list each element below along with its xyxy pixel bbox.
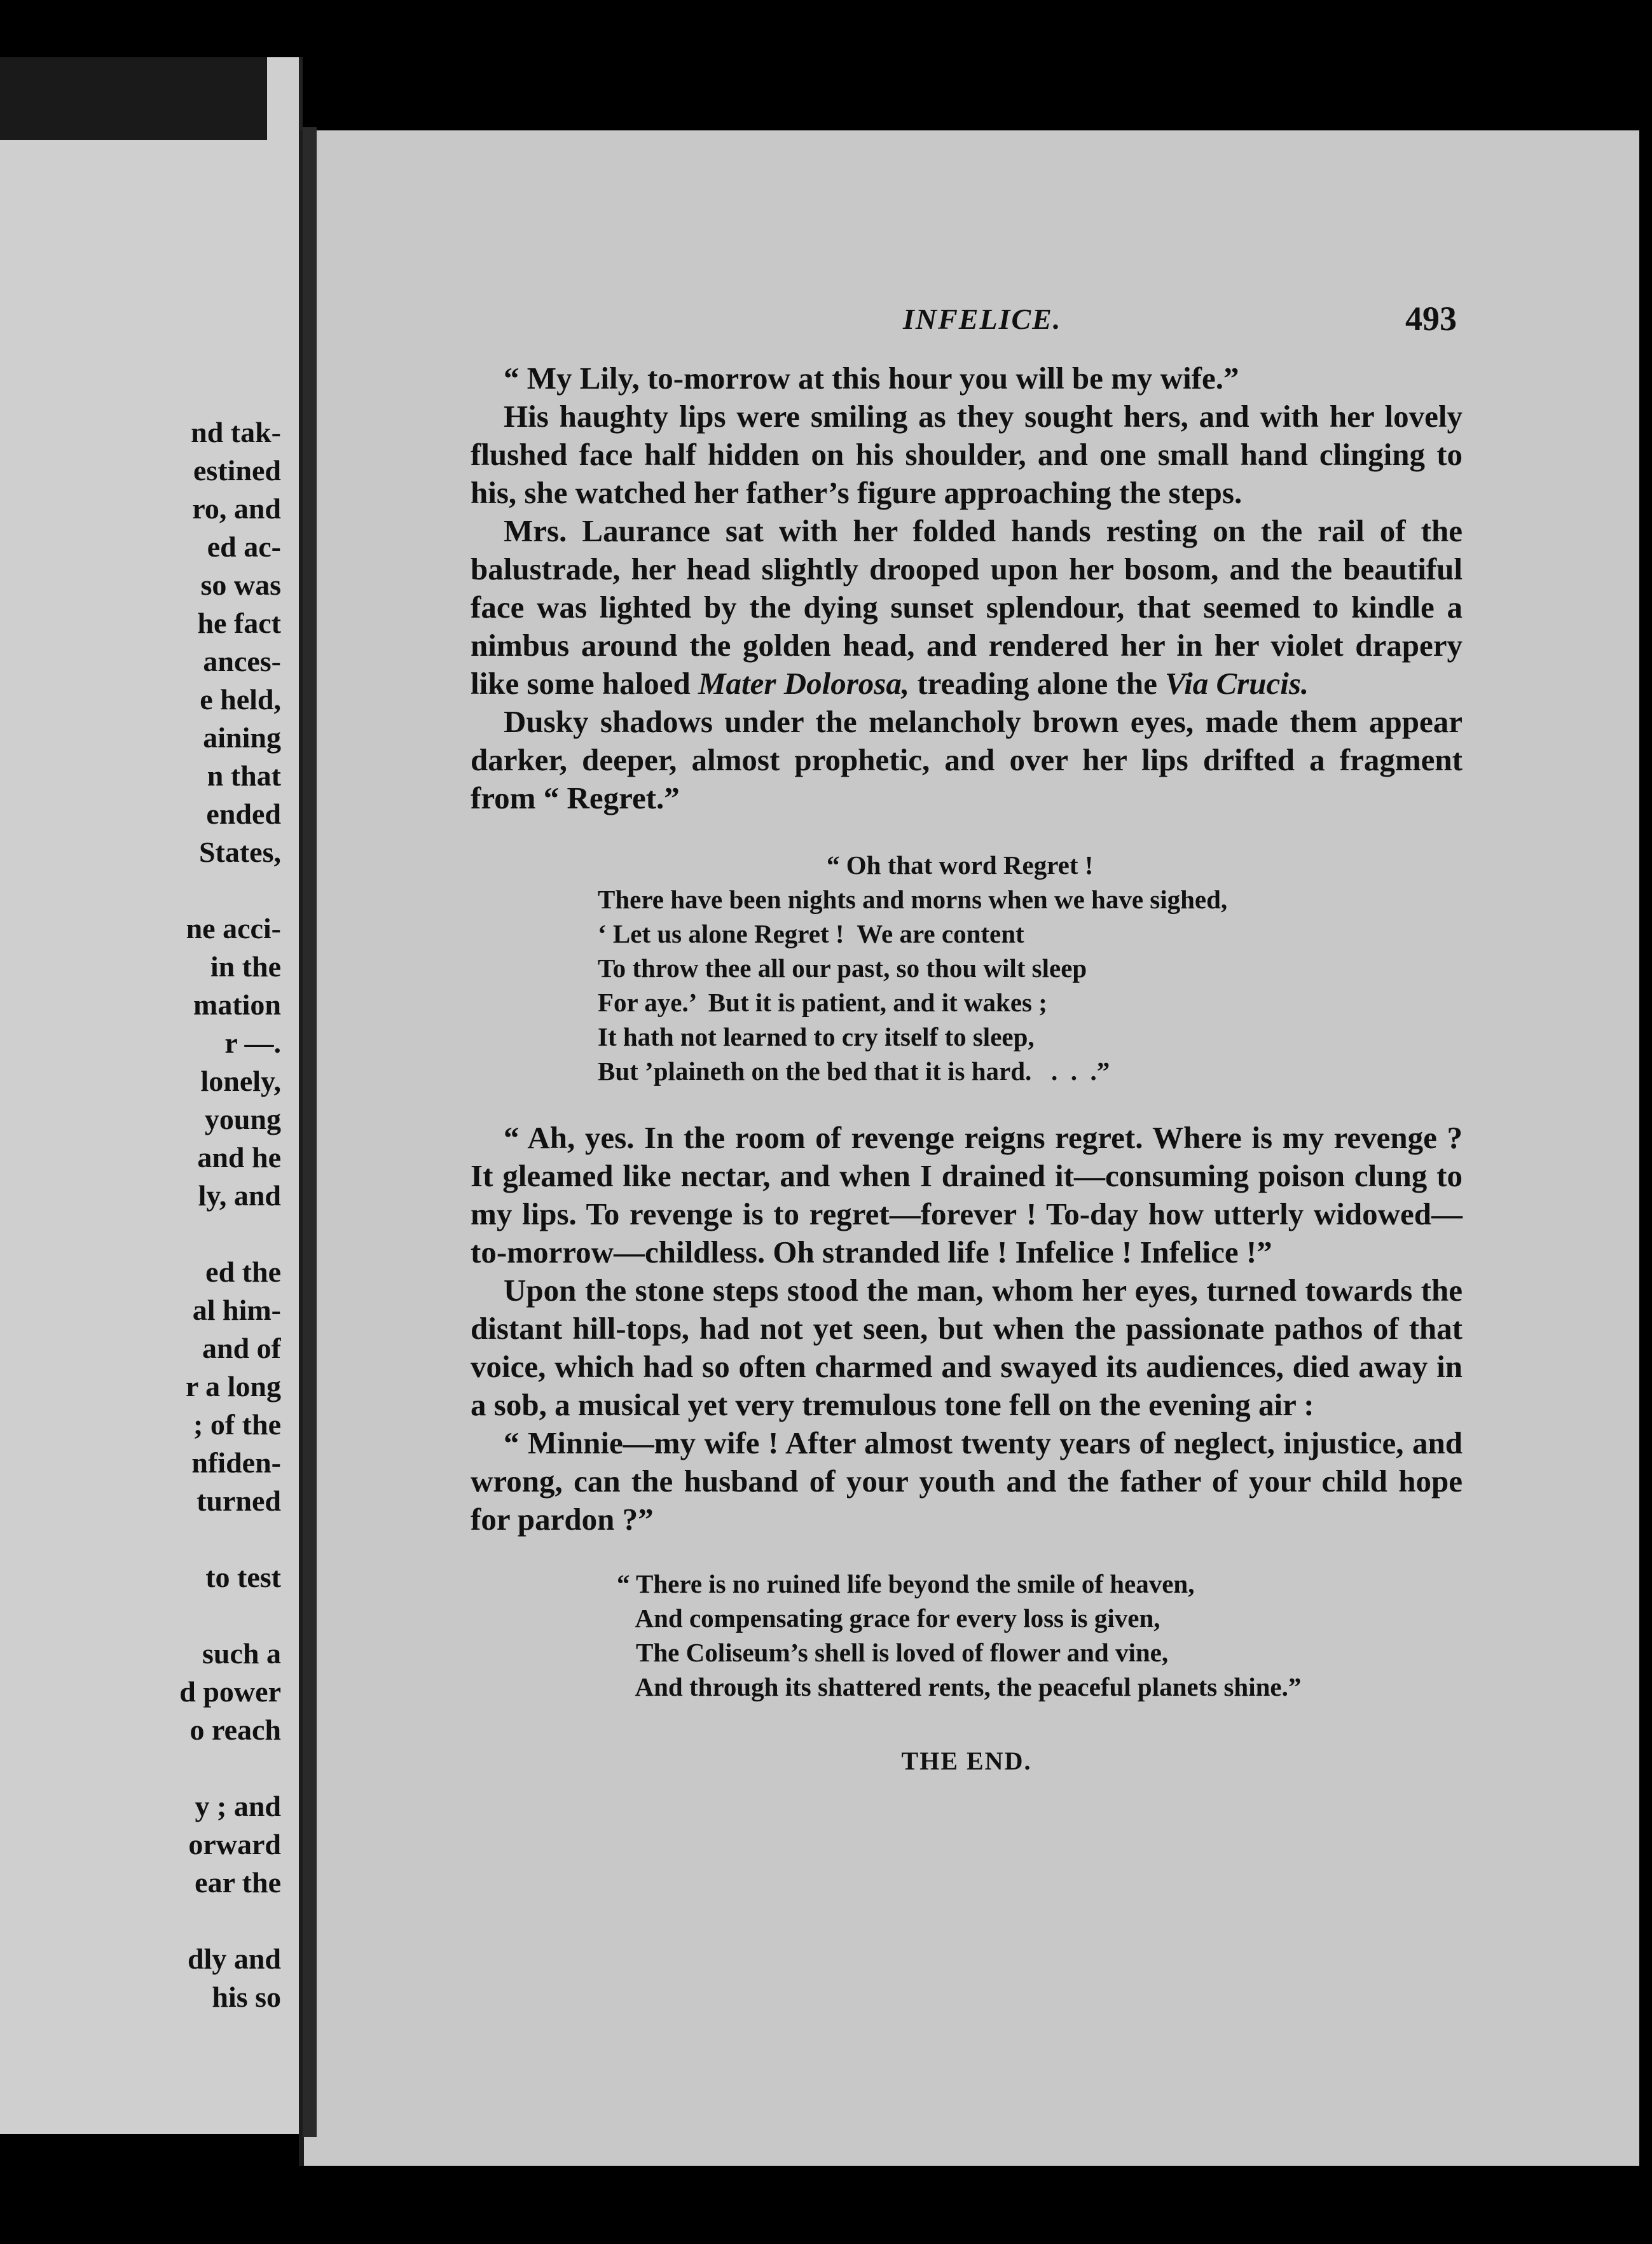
left-page-line: mation — [193, 988, 281, 1021]
left-page-line: y ; and — [195, 1790, 281, 1822]
book-gutter — [303, 127, 317, 2137]
paragraph: “ Ah, yes. In the room of revenge reigns regret. Where is my revenge ? It gleamed like nectar, and when I drained it—consuming poison clung to my lips. To revenge is to regret—forever ! To-day how utterly widowed—to-morrow—childless. Oh stranded life ! Infelice ! Infelice !” — [471, 1120, 1463, 1270]
verse-line: “ Oh that word Regret ! — [827, 850, 1094, 880]
left-page-line: ; of the — [193, 1408, 281, 1441]
page-number: 493 — [1405, 300, 1457, 338]
paragraph: Dusky shadows under the melancholy brown eyes, made them appear darker, deeper, almost prophetic, and over her lips drifted a fragment from “ Regret.” — [471, 704, 1463, 815]
left-page-line: he fact — [197, 607, 281, 639]
left-page-line: dly and — [187, 1943, 281, 1975]
paragraph: “ My Lily, to-morrow at this hour you will be my wife.” — [504, 361, 1239, 396]
left-page-line: n that — [207, 759, 281, 792]
left-page-line — [1, 1902, 281, 1940]
left-page-line: ly, and — [198, 1179, 281, 1212]
left-page-line: and he — [197, 1141, 281, 1174]
left-page-line: so was — [200, 569, 281, 601]
left-page-line: ro, and — [192, 492, 281, 525]
the-end: THE END. — [901, 1747, 1032, 1775]
verse-line: There have been nights and morns when we have sighed, — [598, 885, 1228, 914]
left-page-line: and of — [202, 1332, 281, 1364]
left-page-line: ed the — [205, 1256, 281, 1288]
paragraph: “ Minnie—my wife ! After almost twenty years of neglect, injustice, and wrong, can the husband of your youth and the father of your child hope for pardon ?” — [471, 1425, 1463, 1537]
verse-quote — [598, 848, 1463, 1088]
paragraph: Mrs. Laurance sat with her folded hands resting on the rail of the balustrade, her head slightly drooped upon her bosom, and the beautiful face was lighted by the dying sunset splendour, that seemed to kindle a nimbus around the golden head, and rendered her in her violet drapery like some haloed Mater Dolorosa, treading alone the Via Crucis. — [471, 513, 1463, 701]
verse-line: It hath not learned to cry itself to sleep, — [598, 1022, 1035, 1051]
left-page-line: d power — [179, 1675, 281, 1708]
left-page-line: nfiden- — [191, 1446, 281, 1479]
left-page — [0, 57, 303, 2134]
left-page-line — [1, 1520, 281, 1558]
verse-line: The Coliseum’s shell is loved of flower and vine, — [617, 1638, 1169, 1667]
left-page-line: aining — [203, 721, 281, 754]
paragraph: Upon the stone steps stood the man, whom her eyes, turned towards the distant hill-tops, had not yet seen, but when the passionate pathos of that voice, which had so often charmed and swayed its audiences, died away in a sob, a musical yet very tremulous tone fell on the evening air : — [471, 1273, 1463, 1422]
left-page-line: al him- — [192, 1294, 281, 1326]
verse-line: And through its shattered rents, the peaceful planets shine.” — [617, 1672, 1302, 1701]
left-page-line: e held, — [200, 683, 281, 716]
page-body — [471, 359, 1463, 1780]
closing-verse — [617, 1567, 1463, 1704]
verse-line: “ There is no ruined life beyond the smile of heaven, — [617, 1569, 1195, 1598]
left-page-line: ed ac- — [207, 530, 281, 563]
left-page-line: to test — [205, 1561, 281, 1593]
left-page-line: turned — [196, 1485, 281, 1517]
verse-line: And compensating grace for every loss is given, — [617, 1603, 1160, 1633]
left-page-line: young — [204, 1103, 281, 1135]
left-page-line — [1, 1749, 281, 1787]
left-page-line: in the — [210, 950, 281, 983]
left-page-line: ne acci- — [186, 912, 281, 945]
verse-line: But ’plaineth on the bed that it is hard. . . .” — [598, 1056, 1110, 1086]
left-page-line: States, — [198, 836, 281, 868]
verse-line: ‘ Let us alone Regret ! We are content — [598, 919, 1024, 948]
left-page-line: ended — [206, 798, 281, 830]
left-page-line: lonely, — [200, 1065, 281, 1097]
running-title: INFELICE. — [903, 303, 1062, 335]
left-page-line: o reach — [189, 1714, 281, 1746]
left-page-line: estined — [193, 454, 281, 487]
left-page-line: his so — [212, 1981, 281, 2013]
left-page-text — [1, 413, 281, 2016]
left-page-line: such a — [202, 1637, 281, 1670]
verse-line: To throw thee all our past, so thou wilt sleep — [598, 953, 1087, 983]
left-page-line: r a long — [186, 1370, 281, 1402]
left-page-line: ear the — [195, 1866, 281, 1899]
left-page-line: ances- — [203, 645, 281, 677]
verse-line: For aye.’ But it is patient, and it wakes ; — [598, 988, 1047, 1017]
left-page-line — [1, 1215, 281, 1253]
paragraph: His haughty lips were smiling as they sought hers, and with her lovely flushed face half hidden on his shoulder, and one small hand clinging to his, she watched her father’s figure approaching the steps. — [471, 399, 1463, 510]
left-page-line: r —. — [224, 1027, 281, 1059]
left-page-line: orward — [188, 1828, 281, 1860]
left-page-line: nd tak- — [191, 416, 281, 448]
left-page-line — [1, 1596, 281, 1635]
scan-edge-shadow — [0, 57, 267, 140]
left-page-line — [1, 871, 281, 910]
